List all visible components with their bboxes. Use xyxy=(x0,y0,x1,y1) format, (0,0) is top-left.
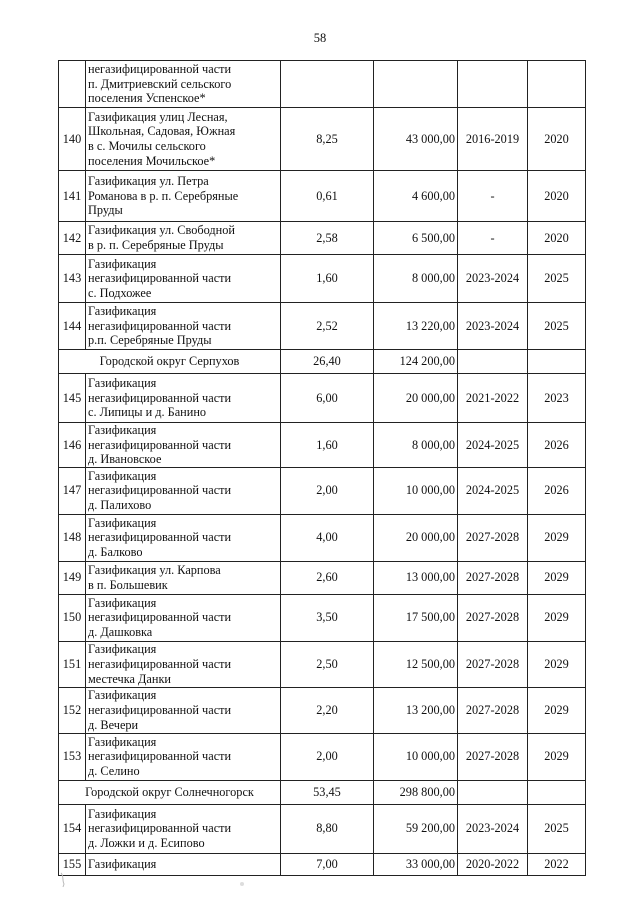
length-cell: 2,50 xyxy=(281,641,374,687)
table-row-continuation xyxy=(59,61,586,108)
period-cell: 2023-2024 xyxy=(458,255,528,303)
row-number-cell: 148 xyxy=(59,514,86,561)
gasification-table xyxy=(58,60,586,876)
name-cell xyxy=(86,303,281,350)
name-cell xyxy=(86,853,281,875)
name-line: в с. Мочилы сельского xyxy=(88,139,206,153)
name-line: Пруды xyxy=(88,203,123,218)
year-cell xyxy=(528,350,586,374)
row-number-cell: 154 xyxy=(59,804,86,853)
name-line: негазифицированной части xyxy=(88,821,232,836)
row-number-cell: 147 xyxy=(59,467,86,514)
group-cost-cell: 298 800,00 xyxy=(374,780,458,804)
name-line: негазифицированной части xyxy=(88,390,232,405)
name-line: Романова в р. п. Серебряные xyxy=(88,188,239,203)
year-cell: 2029 xyxy=(528,514,586,561)
year-cell: 2020 xyxy=(528,222,586,255)
cost-cell: 20 000,00 xyxy=(374,374,458,423)
year-cell: 2023 xyxy=(528,374,586,423)
table-row xyxy=(59,853,586,875)
period-cell: 2023-2024 xyxy=(458,804,528,853)
row-number-cell: 141 xyxy=(59,171,86,222)
row-number-cell: 143 xyxy=(59,255,86,303)
name-line: Газификация xyxy=(88,468,157,483)
year-cell: 2029 xyxy=(528,594,586,641)
year-cell: 2025 xyxy=(528,303,586,350)
table-row xyxy=(59,255,586,303)
table-row xyxy=(59,303,586,350)
period-cell xyxy=(458,780,528,804)
name-line: в р. п. Серебряные Пруды xyxy=(88,238,224,252)
length-cell: 1,60 xyxy=(281,423,374,468)
name-line: Газификация xyxy=(88,856,157,871)
name-line: Школьная, Садовая, Южная xyxy=(88,124,236,139)
year-cell: 2029 xyxy=(528,561,586,594)
name-line: негазифицированной части xyxy=(88,62,232,77)
table-row xyxy=(59,594,586,641)
group-name-cell: Городской округ Солнечногорск xyxy=(59,780,281,804)
table-row xyxy=(59,514,586,561)
group-row xyxy=(59,350,586,374)
cost-cell: 10 000,00 xyxy=(374,733,458,780)
cost-cell: 10 000,00 xyxy=(374,467,458,514)
name-line: негазифицированной части xyxy=(88,437,232,452)
period-cell: 2020-2022 xyxy=(458,853,528,875)
cost-cell: 43 000,00 xyxy=(374,108,458,171)
length-cell: 8,25 xyxy=(281,108,374,171)
cost-cell: 17 500,00 xyxy=(374,594,458,641)
row-number-cell: 155 xyxy=(59,853,86,875)
name-line: негазифицированной части xyxy=(88,610,232,625)
table-body xyxy=(59,61,586,876)
name-line: Газификация xyxy=(88,515,157,530)
table-row xyxy=(59,467,586,514)
name-line: негазифицированной части xyxy=(88,749,232,764)
table-row xyxy=(59,561,586,594)
name-line: Газификация xyxy=(88,304,157,319)
page-number: 58 xyxy=(313,31,327,45)
name-line: поселения Мочильское* xyxy=(88,153,216,168)
name-cell xyxy=(86,108,281,171)
name-line: д. Балково xyxy=(88,545,143,560)
period-cell: 2027-2028 xyxy=(458,733,528,780)
table-row xyxy=(59,804,586,853)
period-cell: 2027-2028 xyxy=(458,687,528,733)
year-cell xyxy=(528,61,586,108)
length-cell: 8,80 xyxy=(281,804,374,853)
length-cell: 2,20 xyxy=(281,687,374,733)
year-cell: 2020 xyxy=(528,171,586,222)
period-cell: - xyxy=(458,171,528,222)
name-line: Газификация xyxy=(88,734,157,749)
length-cell: 6,00 xyxy=(281,374,374,423)
year-cell: 2029 xyxy=(528,641,586,687)
name-cell xyxy=(86,467,281,514)
length-cell: 3,50 xyxy=(281,594,374,641)
table-row xyxy=(59,687,586,733)
name-cell xyxy=(86,594,281,641)
period-cell: 2027-2028 xyxy=(458,514,528,561)
name-line: д. Селино xyxy=(88,764,140,779)
row-number-cell: 153 xyxy=(59,733,86,780)
length-cell: 1,60 xyxy=(281,255,374,303)
cost-cell: 8 000,00 xyxy=(374,255,458,303)
name-line: негазифицированной части xyxy=(88,530,232,545)
period-cell: 2024-2025 xyxy=(458,467,528,514)
name-cell xyxy=(86,374,281,423)
table-row xyxy=(59,374,586,423)
cost-cell: 6 500,00 xyxy=(374,222,458,255)
length-cell: 2,00 xyxy=(281,467,374,514)
cost-cell: 13 200,00 xyxy=(374,687,458,733)
name-line: Газификация xyxy=(88,595,157,610)
name-cell xyxy=(86,561,281,594)
name-cell xyxy=(86,222,281,255)
table-row xyxy=(59,423,586,468)
row-number-cell: 150 xyxy=(59,594,86,641)
name-line: поселения Успенское* xyxy=(88,91,206,106)
name-line: д. Палихово xyxy=(88,498,152,513)
row-number-cell: 149 xyxy=(59,561,86,594)
group-cost-cell: 124 200,00 xyxy=(374,350,458,374)
name-line: с. Подхожее xyxy=(88,285,152,300)
row-number-cell: 144 xyxy=(59,303,86,350)
table-row xyxy=(59,222,586,255)
scan-speck xyxy=(240,882,244,886)
cost-cell: 4 600,00 xyxy=(374,171,458,222)
name-cell xyxy=(86,255,281,303)
period-cell xyxy=(458,350,528,374)
name-line: с. Липицы и д. Банино xyxy=(88,405,207,420)
cost-cell: 59 200,00 xyxy=(374,804,458,853)
table-row xyxy=(59,171,586,222)
row-number-cell: 140 xyxy=(59,108,86,171)
period-cell: 2027-2028 xyxy=(458,641,528,687)
length-cell: 2,00 xyxy=(281,733,374,780)
year-cell: 2022 xyxy=(528,853,586,875)
row-number-cell xyxy=(59,61,86,108)
period-cell xyxy=(458,61,528,108)
table-row xyxy=(59,108,586,171)
length-cell: 7,00 xyxy=(281,853,374,875)
length-cell xyxy=(281,61,374,108)
row-number-cell: 142 xyxy=(59,222,86,255)
name-line: п. Дмитриевский сельского xyxy=(88,76,232,91)
name-line: негазифицированной части xyxy=(88,702,232,717)
row-number-cell: 151 xyxy=(59,641,86,687)
margin-mark xyxy=(60,872,66,888)
name-line: Газификация ул. Петра xyxy=(88,174,209,189)
cost-cell: 20 000,00 xyxy=(374,514,458,561)
name-line: Газификация xyxy=(88,376,157,391)
period-cell: 2023-2024 xyxy=(458,303,528,350)
period-cell: 2024-2025 xyxy=(458,423,528,468)
name-line: негазифицированной части xyxy=(88,656,232,671)
cost-cell: 13 000,00 xyxy=(374,561,458,594)
year-cell: 2026 xyxy=(528,467,586,514)
year-cell: 2025 xyxy=(528,255,586,303)
name-line: д. Вечери xyxy=(88,717,139,732)
group-row xyxy=(59,780,586,804)
period-cell: 2027-2028 xyxy=(458,561,528,594)
name-line: негазифицированной части xyxy=(88,318,232,333)
group-length-cell: 26,40 xyxy=(281,350,374,374)
length-cell: 0,61 xyxy=(281,171,374,222)
name-line: д. Дашковка xyxy=(88,625,153,640)
year-cell: 2029 xyxy=(528,687,586,733)
year-cell: 2025 xyxy=(528,804,586,853)
name-line: д. Ложки и д. Есипово xyxy=(88,836,205,851)
group-name-cell: Городской округ Серпухов xyxy=(59,350,281,374)
row-number-cell: 145 xyxy=(59,374,86,423)
year-cell: 2020 xyxy=(528,108,586,171)
name-cell xyxy=(86,423,281,468)
cost-cell: 8 000,00 xyxy=(374,423,458,468)
name-line: р.п. Серебряные Пруды xyxy=(88,333,212,348)
name-line: негазифицированной части xyxy=(88,271,232,286)
cost-cell: 33 000,00 xyxy=(374,853,458,875)
cost-cell xyxy=(374,61,458,108)
name-cell xyxy=(86,61,281,108)
period-cell: - xyxy=(458,222,528,255)
name-line: негазифицированной части xyxy=(88,483,232,498)
table-row xyxy=(59,733,586,780)
name-line: местечка Данки xyxy=(88,671,172,686)
period-cell: 2021-2022 xyxy=(458,374,528,423)
name-line: в п. Большевик xyxy=(88,577,168,592)
length-cell: 2,58 xyxy=(281,222,374,255)
name-line: Газификация xyxy=(88,423,157,437)
length-cell: 2,60 xyxy=(281,561,374,594)
name-cell xyxy=(86,804,281,853)
name-line: Газификация xyxy=(88,256,157,271)
name-line: Газификация xyxy=(88,806,157,821)
year-cell: 2029 xyxy=(528,733,586,780)
length-cell: 4,00 xyxy=(281,514,374,561)
name-cell xyxy=(86,641,281,687)
name-line: Газификация ул. Карпова xyxy=(88,563,221,578)
name-cell xyxy=(86,733,281,780)
name-cell xyxy=(86,514,281,561)
name-cell xyxy=(86,171,281,222)
year-cell: 2026 xyxy=(528,423,586,468)
length-cell: 2,52 xyxy=(281,303,374,350)
name-line: Газификация улиц Лесная, xyxy=(88,109,228,124)
year-cell xyxy=(528,780,586,804)
period-cell: 2027-2028 xyxy=(458,594,528,641)
row-number-cell: 146 xyxy=(59,423,86,468)
name-line: Газификация xyxy=(88,688,157,703)
cost-cell: 13 220,00 xyxy=(374,303,458,350)
cost-cell: 12 500,00 xyxy=(374,641,458,687)
name-line: Газификация xyxy=(88,642,157,657)
name-line: Газификация ул. Свободной xyxy=(88,223,235,238)
name-line: д. Ивановское xyxy=(88,452,162,467)
table-row xyxy=(59,641,586,687)
name-cell xyxy=(86,687,281,733)
group-length-cell: 53,45 xyxy=(281,780,374,804)
row-number-cell: 152 xyxy=(59,687,86,733)
period-cell: 2016-2019 xyxy=(458,108,528,171)
